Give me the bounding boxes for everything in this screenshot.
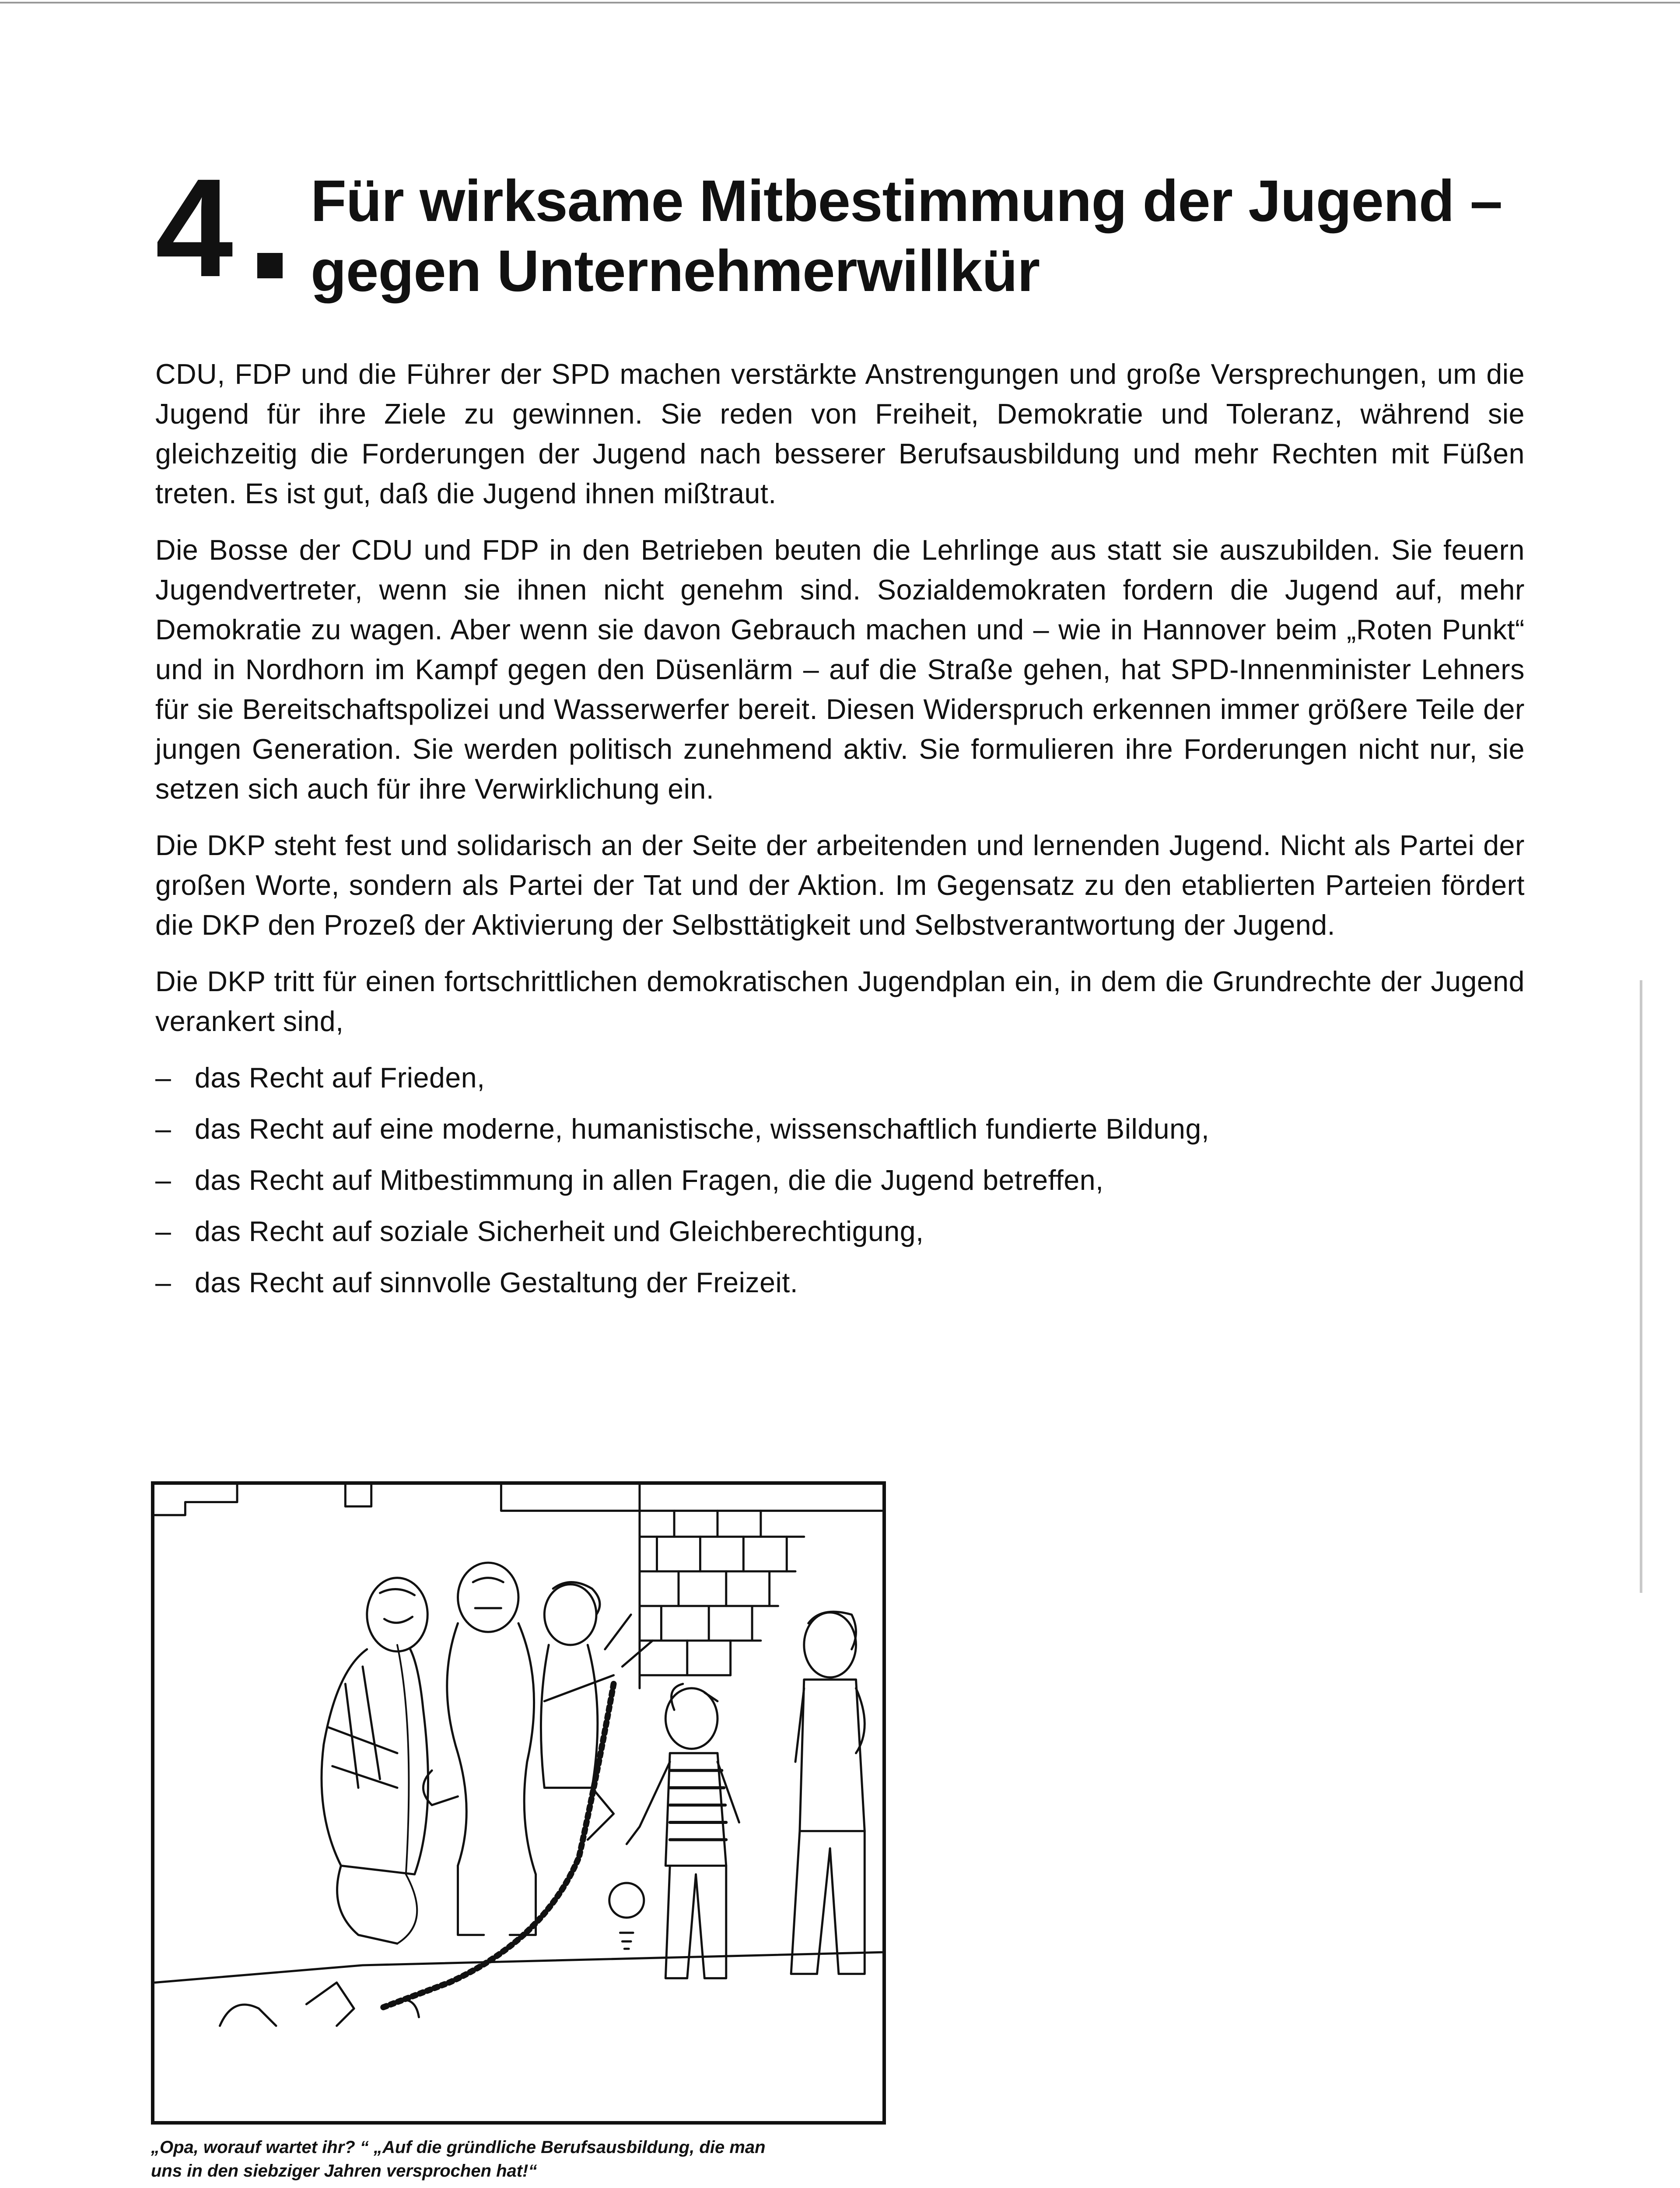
debris <box>220 1982 419 2026</box>
top-edge-rule <box>0 2 1680 4</box>
tall-child-standing <box>791 1612 864 1974</box>
wall-battlement <box>155 1485 640 1515</box>
old-man-left <box>322 1578 428 1944</box>
rights-list-item: – das Recht auf Mitbestimmung in allen Fragen, die die Jugend betreffen, <box>155 1161 1525 1200</box>
body-text <box>155 354 1525 1314</box>
scan-edge-line <box>1640 980 1642 1593</box>
paragraph-2: Die Bosse der CDU und FDP in den Betrieben beuten die Lehrlinge aus statt sie auszubilden. Sie feuern Jugendvertreter, wenn sie ihnen nicht genehm sind. Sozialdemokraten fordern die Jugend auf, mehr Demokratie zu wagen. Aber wenn sie davon Gebrauch machen und – wie in Hannover beim „Roten Punkt“ und in Nordhorn im Kampf gegen den Düsenlärm – auf die Straße gehen, hat SPD-Innenminister Lehners für sie Bereitschaftspolizei und Wasserwerfer bereit. Diesen Widerspruch erkennen immer größere Teile der jungen Generation. Sie werden politisch zunehmend aktiv. Sie formulieren ihre Forderungen nicht nur, sie setzen sich auch für ihre Verwirklichung ein. <box>155 534 1525 805</box>
rights-list-item: – das Recht auf soziale Sicherheit und Gleichberechtigung, <box>155 1212 1525 1252</box>
rights-list-item: – das Recht auf Frieden, <box>155 1058 1525 1098</box>
cartoon-illustration <box>151 1481 886 2125</box>
ball <box>609 1883 644 1949</box>
rights-list-item: – das Recht auf sinnvolle Gestaltung der Freizeit. <box>155 1263 1525 1303</box>
paragraph-1: CDU, FDP und die Führer der SPD machen verstärkte Anstrengungen und große Versprechungen, um die Jugend für ihre Ziele zu gewinnen. Sie reden von Freiheit, Demokratie und Toleranz, während sie gleichzeitig die Forderungen der Jugend nach besserer Berufsausbildung und mehr Rechten mit Füßen treten. Es ist gut, daß die Jugend ihnen mißtraut. <box>155 358 1525 509</box>
ground-line <box>155 1952 882 1982</box>
cartoon-drawing <box>154 1485 882 2121</box>
cartoon-caption <box>151 2135 895 2183</box>
caption-line-1: „Opa, worauf wartet ihr? “ „Auf die gründliche Berufsausbildung, die man <box>151 2138 766 2157</box>
rights-list-item: – das Recht auf eine moderne, humanistische, wissenschaftlich fundierte Bildung, <box>155 1109 1525 1149</box>
rights-list <box>155 1058 1525 1303</box>
chapter-number: 4 <box>155 149 229 306</box>
chapter-number-dot <box>257 253 283 278</box>
paragraph-4: Die DKP tritt für einen fortschrittlichen demokratischen Jugendplan ein, in dem die Grundrechte der Jugend verankert sind, <box>155 966 1525 1037</box>
caption-line-2: uns in den siebziger Jahren versprochen hat!“ <box>151 2161 537 2181</box>
old-woman-knitting <box>380 1582 652 2009</box>
chapter-title-line-1: Für wirksame Mitbestimmung der Jugend – <box>311 168 1502 234</box>
chapter-title <box>311 166 1502 306</box>
chapter-title-line-2: gegen Unternehmerwillkür <box>311 238 1040 304</box>
paragraph-3: Die DKP steht fest und solidarisch an der Seite der arbeitenden und lernenden Jugend. Nicht als Partei der großen Worte, sondern als Partei der Tat und der Aktion. Im Gegensatz zu den etablierten Parteien fördert die DKP den Prozeß der Aktivierung der Selbsttätigkeit und Selbstverantwortung der Jugend. <box>155 830 1525 941</box>
child-striped-shirt <box>626 1684 739 1978</box>
brick-wall <box>640 1511 882 1688</box>
old-man-centre <box>423 1563 536 1935</box>
